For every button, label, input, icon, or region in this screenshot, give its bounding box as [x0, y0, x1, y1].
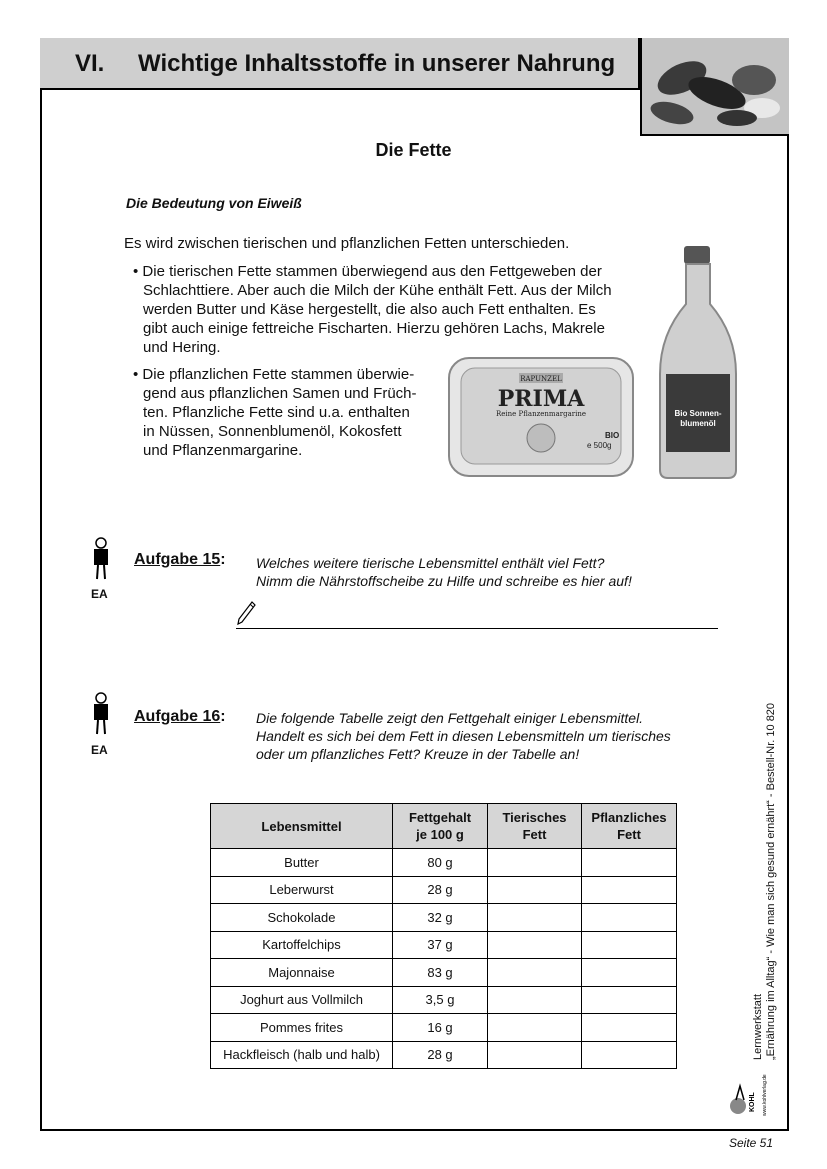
text-line: werden Butter und Käse hergestellt, die also auch Fett enthalten. Es: [143, 301, 596, 318]
food-cell: Kartoffelchips: [211, 931, 393, 959]
margarine-tub-image: [447, 356, 635, 478]
fat-content-table: [210, 803, 677, 1069]
table-row: [211, 904, 677, 932]
table-row: [211, 1014, 677, 1042]
table-row: [211, 849, 677, 877]
bottle-label-1: Bio Sonnen-: [674, 409, 722, 418]
header-text: Fettgehalt: [408, 810, 472, 825]
text-line: • Die tierischen Fette stammen überwiegend aus den Fettgeweben der: [133, 263, 602, 280]
table-row: [211, 986, 677, 1014]
section-heading: Die Fette: [375, 140, 452, 160]
bio-badge: BIO: [605, 431, 620, 440]
food-cell: Majonnaise: [211, 959, 393, 987]
fat-cell: 80 g: [393, 849, 488, 877]
table-row: [211, 959, 677, 987]
header-text: Pflanzliches: [591, 810, 667, 825]
task-line: Nimm die Nährstoffscheibe zu Hilfe und schreibe es hier auf!: [256, 573, 632, 589]
task-line: Die folgende Tabelle zeigt den Fettgehalt einiger Lebensmittel.: [256, 710, 644, 726]
publisher-logo: [728, 1056, 772, 1118]
plant-checkbox-cell[interactable]: [582, 876, 677, 904]
animal-checkbox-cell[interactable]: [488, 1041, 582, 1069]
oil-bottle-image: [654, 244, 742, 480]
pencil-icon: [236, 600, 256, 626]
plant-checkbox-cell[interactable]: [582, 986, 677, 1014]
ea-badge: EA: [91, 743, 108, 757]
task-16-label: [134, 708, 226, 726]
task-line: Welches weitere tierische Lebensmittel enthält viel Fett?: [256, 555, 605, 571]
text-line: Schlachttiere. Aber auch die Milch der Kühe enthält Fett. Aus der Milch: [143, 282, 612, 299]
task-colon: :: [220, 551, 226, 568]
answer-line[interactable]: [236, 628, 718, 629]
chapter-header: [40, 38, 640, 90]
page-number: Seite 51: [729, 1136, 774, 1150]
header-text: Lebensmittel: [261, 818, 342, 834]
plant-checkbox-cell[interactable]: [582, 904, 677, 932]
fat-cell: 28 g: [393, 876, 488, 904]
margarine-sub: Reine Pflanzenmargarine: [496, 410, 586, 418]
animal-checkbox-cell[interactable]: [488, 849, 582, 877]
food-cell: Schokolade: [211, 904, 393, 932]
animal-checkbox-cell[interactable]: [488, 904, 582, 932]
chapter-title: Wichtige Inhaltsstoffe in unserer Nahrung: [138, 50, 616, 77]
plant-checkbox-cell[interactable]: [582, 931, 677, 959]
animal-checkbox-cell[interactable]: [488, 959, 582, 987]
sidebar-credit: [752, 703, 778, 1060]
plant-checkbox-cell[interactable]: [582, 1041, 677, 1069]
task-label-text: Aufgabe 16: [134, 708, 221, 725]
header-text: Tierisches: [502, 810, 567, 825]
person-icon: [90, 692, 112, 736]
plant-checkbox-cell[interactable]: [582, 959, 677, 987]
animal-checkbox-cell[interactable]: [488, 1014, 582, 1042]
text-line: und Pflanzenmargarine.: [143, 442, 303, 459]
fat-cell: 3,5 g: [393, 986, 488, 1014]
header-text: je 100 g: [416, 827, 464, 842]
col-header: [488, 804, 582, 849]
food-cell: Joghurt aus Vollmilch: [211, 986, 393, 1014]
text-line: • Die pflanzlichen Fette stammen überwie-: [133, 366, 415, 383]
food-cell: Butter: [211, 849, 393, 877]
animal-checkbox-cell[interactable]: [488, 986, 582, 1014]
header-text: Fett: [617, 827, 641, 842]
food-cell: Leberwurst: [211, 876, 393, 904]
text-line: gibt auch einige fettreiche Fischarten. Hierzu gehören Lachs, Makrele: [143, 320, 605, 337]
bullet-animal-fats: [133, 262, 612, 357]
table-row: [211, 931, 677, 959]
text-line: und Hering.: [143, 339, 221, 356]
fat-cell: 28 g: [393, 1041, 488, 1069]
plant-checkbox-cell[interactable]: [582, 1014, 677, 1042]
table-row: [211, 1041, 677, 1069]
intro-text: Es wird zwischen tierischen und pflanzlichen Fetten unterschieden.: [124, 235, 570, 252]
header-text: Fett: [522, 827, 547, 842]
task-16-text: [256, 709, 671, 763]
bullet-plant-fats: [133, 365, 417, 460]
text-line: in Nüssen, Sonnenblumenöl, Kokosfett: [143, 423, 402, 440]
ea-badge: EA: [91, 587, 108, 601]
task-15-text: [256, 554, 632, 590]
margarine-name: PRIMA: [497, 386, 585, 412]
task-15-label: [134, 551, 226, 569]
task-label-text: Aufgabe 15: [134, 551, 221, 568]
task-line: oder um pflanzliches Fett? Kreuze in der Tabelle an!: [256, 746, 580, 762]
animal-checkbox-cell[interactable]: [488, 876, 582, 904]
person-icon: [90, 537, 112, 581]
publisher-name: KOHL: [749, 1092, 756, 1112]
fat-cell: 37 g: [393, 931, 488, 959]
animal-checkbox-cell[interactable]: [488, 931, 582, 959]
bottle-label-2: blumenöl: [680, 419, 716, 428]
food-cell: Hackfleisch (halb und halb): [211, 1041, 393, 1069]
chapter-number: VI.: [75, 50, 105, 77]
food-cell: Pommes frites: [211, 1014, 393, 1042]
task-colon: :: [220, 708, 226, 725]
table-header-row: [211, 804, 677, 849]
sidebar-line: „Ernährung im Alltag“ - Wie man sich gesund ernährt“ - Bestell-Nr. 10 820: [765, 702, 777, 1060]
margarine-brand: RAPUNZEL: [520, 375, 562, 383]
col-header: [393, 804, 488, 849]
fat-cell: 32 g: [393, 904, 488, 932]
col-header: [211, 804, 393, 849]
plant-checkbox-cell[interactable]: [582, 849, 677, 877]
table-row: [211, 876, 677, 904]
fat-cell: 83 g: [393, 959, 488, 987]
col-header: [582, 804, 677, 849]
text-line: ten. Pflanzliche Fette sind u.a. enthalten: [143, 404, 410, 421]
publisher-url: www.kohlverlag.de: [762, 1074, 768, 1116]
sidebar-line: Lernwerkstatt: [752, 993, 764, 1060]
task-line: Handelt es sich bei dem Fett in diesen Lebensmitteln um tierisches: [256, 728, 671, 744]
text-line: gend aus pflanzlichen Samen und Früch-: [143, 385, 417, 402]
subheading: Die Bedeutung von Eiweiß: [126, 195, 302, 211]
margarine-weight: e 500g: [587, 441, 612, 450]
vegetables-photo: [640, 38, 789, 136]
fat-cell: 16 g: [393, 1014, 488, 1042]
